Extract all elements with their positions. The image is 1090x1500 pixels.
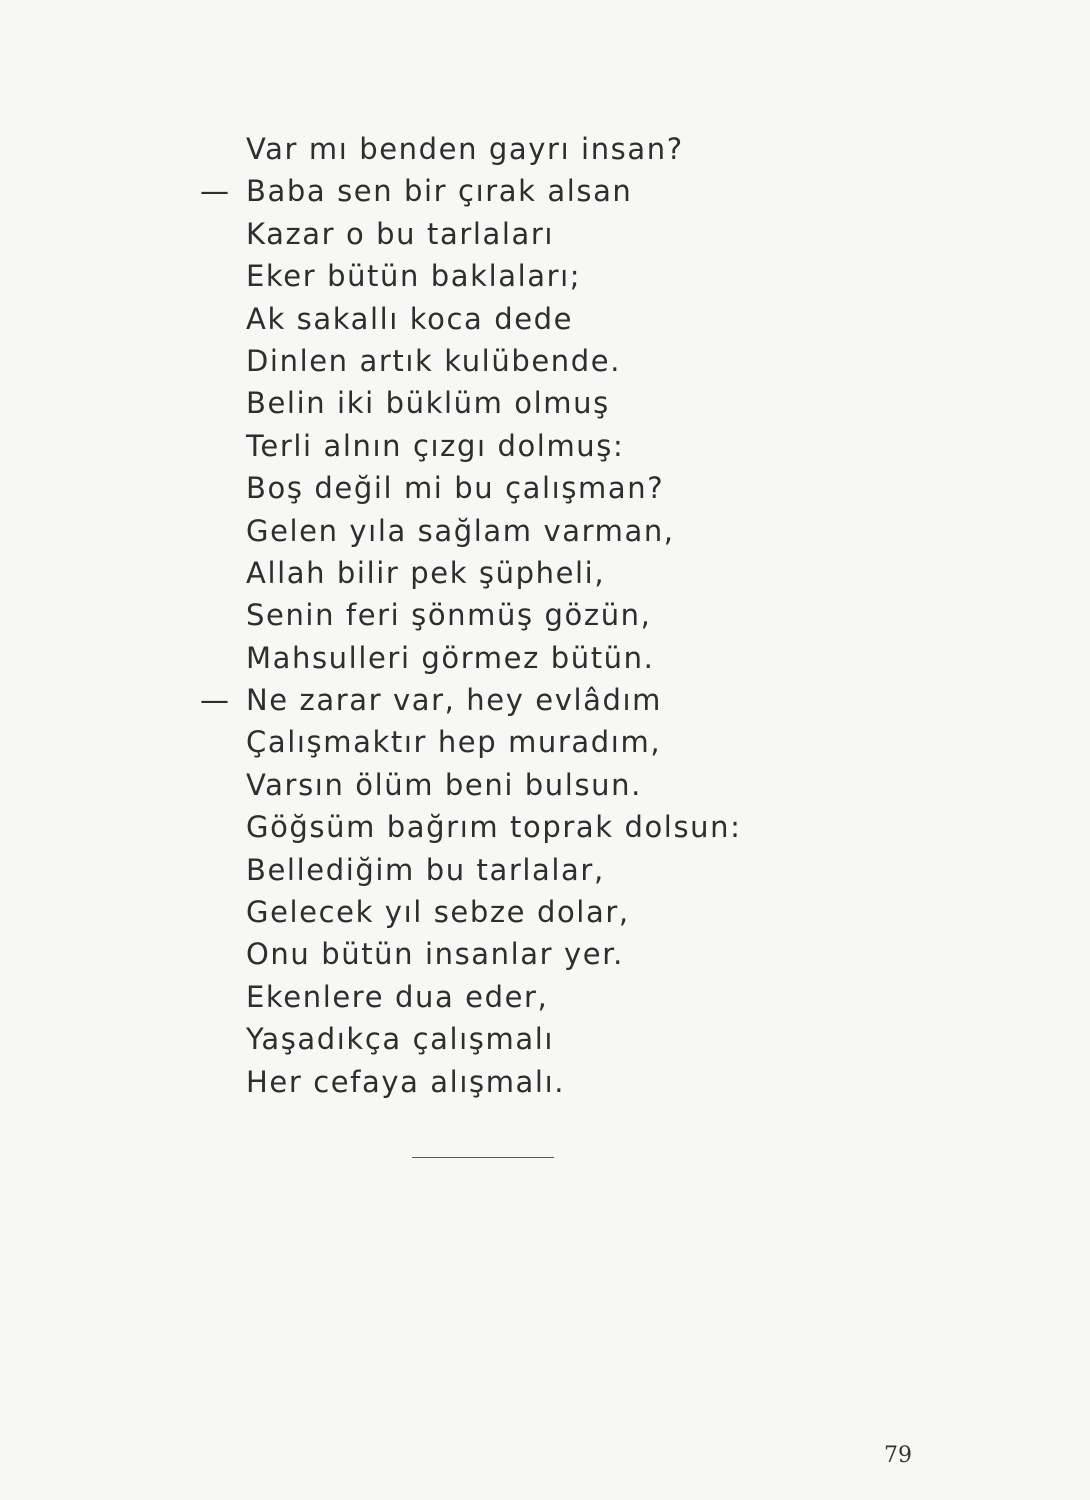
poem-line-text: Mahsulleri görmez bütün. <box>246 640 655 675</box>
poem-line <box>200 1018 840 1060</box>
poem-line <box>200 170 840 212</box>
poem-line <box>200 721 840 763</box>
poem-line-text: Çalışmaktır hep muradım, <box>246 725 662 760</box>
poem-line-text: Ne zarar var, hey evlâdım <box>246 683 663 718</box>
page-number: 79 <box>884 1443 912 1468</box>
poem-line <box>200 891 840 933</box>
poem-line-text: Var mı benden gayrı insan? <box>246 132 684 166</box>
poem-line-text: Kazar o bu tarlaları <box>246 216 555 251</box>
poem-line-text: Belin iki büklüm olmuş <box>246 386 610 421</box>
poem-line <box>200 467 840 509</box>
poem-line <box>200 128 840 170</box>
poem-line <box>200 213 840 255</box>
dialogue-dash: — <box>200 174 229 209</box>
poem-line-text: Boş değil mi bu çalışman? <box>246 471 665 506</box>
poem-line <box>200 552 840 594</box>
poem-line-text: Ak sakallı koca dede <box>246 301 574 336</box>
dialogue-dash: — <box>200 683 229 718</box>
poem-line <box>200 764 840 806</box>
poem-line-text: Varsın ölüm beni bulsun. <box>246 767 642 802</box>
poem-line <box>200 849 840 891</box>
poem-line <box>200 382 840 424</box>
poem-line-text: Ekenlere dua eder, <box>246 979 549 1014</box>
poem-line-text: Göğsüm bağrım toprak dolsun: <box>246 810 742 845</box>
poem-line <box>200 594 840 636</box>
poem-line <box>200 298 840 340</box>
poem-line-text: Allah bilir pek şüpheli, <box>246 555 606 590</box>
poem-line-text: Terli alnın çızgı dolmuş: <box>246 428 625 463</box>
poem-line <box>200 1061 840 1103</box>
poem-line-text: Eker bütün baklaları; <box>246 259 582 294</box>
poem-line <box>200 425 840 467</box>
poem-line <box>200 806 840 848</box>
poem-line-text: Baba sen bir çırak alsan <box>246 174 633 209</box>
poem-line-text: Bellediğim bu tarlalar, <box>246 852 605 887</box>
poem-line-text: Gelecek yıl sebze dolar, <box>246 895 630 930</box>
poem-line <box>200 340 840 382</box>
poem-line <box>200 679 840 721</box>
poem-line-text: Yaşadıkça çalışmalı <box>246 1022 555 1057</box>
poem-line-text: Onu bütün insanlar yer. <box>246 937 624 972</box>
poem-line <box>200 976 840 1018</box>
poem-line <box>200 933 840 975</box>
poem-line-text: Dinlen artık kulübende. <box>246 343 622 378</box>
poem-line-text: Senin feri şönmüş gözün, <box>246 598 652 633</box>
poem-line <box>200 510 840 552</box>
poem-line-text: Her cefaya alışmalı. <box>246 1064 566 1099</box>
poem-text <box>200 128 840 1103</box>
poem-line <box>200 255 840 297</box>
poem-line <box>200 637 840 679</box>
section-divider <box>412 1157 554 1158</box>
poem-line-text: Gelen yıla sağlam varman, <box>246 513 675 548</box>
